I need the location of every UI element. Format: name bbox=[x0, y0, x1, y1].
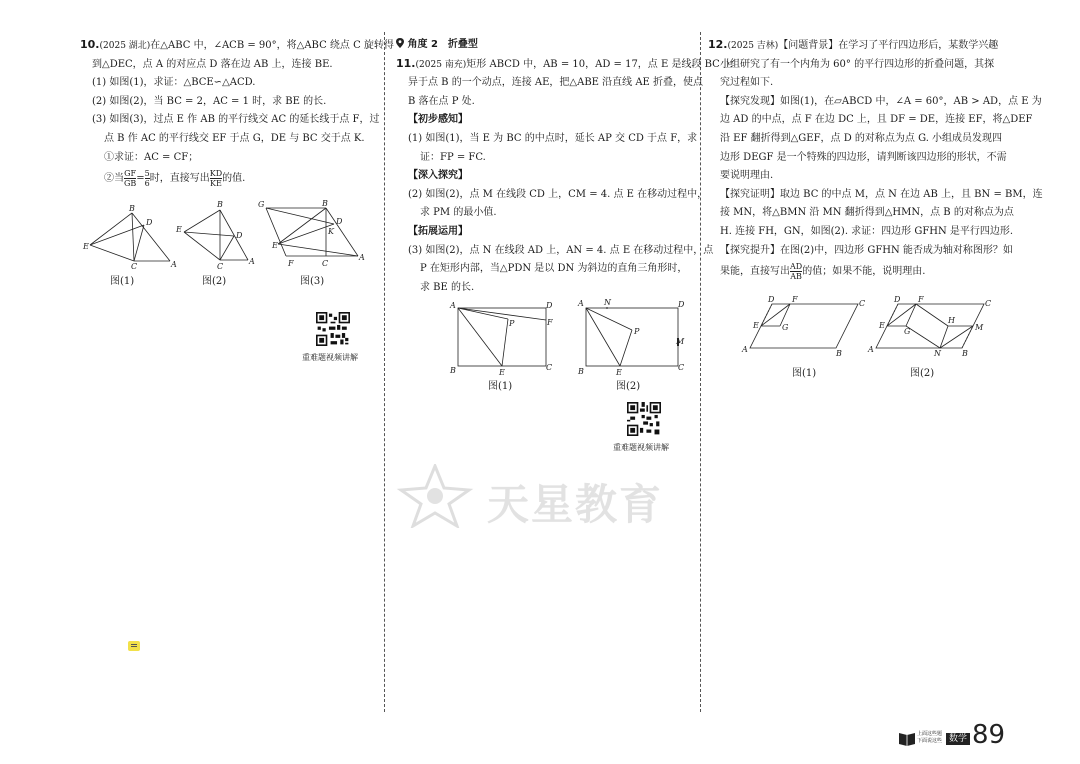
question-11 bbox=[396, 36, 734, 297]
label-H: H bbox=[948, 316, 955, 325]
q12-figure-2 bbox=[866, 296, 994, 358]
label-M: M bbox=[975, 323, 984, 332]
label-B: B bbox=[836, 349, 842, 358]
label-E: E bbox=[272, 241, 278, 250]
q11-step2b: 求 PM 的最小值. bbox=[420, 207, 497, 219]
note-icon[interactable] bbox=[128, 641, 140, 651]
label-D: D bbox=[678, 300, 685, 309]
label-B: B bbox=[129, 204, 135, 213]
label-D: D bbox=[336, 217, 343, 226]
q12-figure-1 bbox=[740, 296, 864, 358]
q12-line10: 接 MN，将△BMN 沿 MN 翻折得到△HMN，点 B 的对称点为点 bbox=[720, 207, 1014, 219]
q11-step3a: (3) 如图(2)，点 N 在线段 AD 上，AN = 4. 点 E 在移动过程中，点 bbox=[408, 244, 714, 256]
label-A: A bbox=[249, 257, 255, 266]
label-P: P bbox=[634, 327, 640, 336]
label-C: C bbox=[678, 363, 685, 372]
location-pin-icon bbox=[396, 37, 404, 47]
q11-qr-label: 重难题视频讲解 bbox=[613, 443, 669, 452]
label-D: D bbox=[894, 295, 901, 304]
q11-header: 11.(2025 南充)矩形 ABCD 中，AB = 10，AD = 17，点 E 是线段 BC 上 bbox=[396, 56, 734, 70]
fraction: $\frac{KD}{KE}$ bbox=[209, 169, 223, 189]
question-12 bbox=[708, 36, 1043, 282]
page-number: 89 bbox=[972, 720, 1006, 750]
brand-line1: 上面这些题 bbox=[917, 731, 943, 737]
q11-tag-deep: 【深入探究】 bbox=[408, 170, 468, 182]
q12-line12: 【探究提升】在图(2)中，四边形 GFHN 能否成为轴对称图形？如 bbox=[720, 244, 1013, 256]
q12-line4: 【探究发现】如图(1)，在▱ABCD 中，∠A = 60°，AB > AD，点 E 为 bbox=[720, 95, 1042, 107]
q11-step3c: 求 BE 的长. bbox=[420, 281, 475, 293]
label-F: F bbox=[288, 259, 294, 268]
qr-code-icon[interactable] bbox=[627, 402, 661, 436]
q11-figure-1 bbox=[450, 300, 554, 376]
label-C: C bbox=[322, 259, 329, 268]
q11-figure-1-caption: 图(1) bbox=[488, 381, 513, 392]
label-B: B bbox=[322, 199, 328, 208]
label-N: N bbox=[604, 298, 611, 307]
watermark bbox=[395, 462, 695, 532]
q11-figure-2 bbox=[578, 298, 688, 376]
fraction: $\frac{AD}{AB}$ bbox=[790, 262, 803, 282]
watermark-text: 天星教育 bbox=[487, 480, 664, 529]
label-N: N bbox=[934, 349, 941, 358]
label-E: E bbox=[616, 368, 622, 377]
label-E: E bbox=[879, 321, 885, 330]
q12-line6: 沿 EF 翻折得到△GEF，点 D 的对称点为点 G. 小组成员发现四 bbox=[720, 132, 1003, 144]
label-D: D bbox=[236, 231, 243, 240]
q12-line7: 边形 DEGF 是一个特殊的四边形，请判断该四边形的形状，不需 bbox=[720, 151, 1007, 163]
q10-part1: (1) 如图(1)，求证：△BCE∽△ACD. bbox=[92, 77, 256, 89]
label-E: E bbox=[83, 242, 89, 251]
book-logo-icon bbox=[898, 730, 916, 746]
label-G: G bbox=[904, 327, 911, 336]
label-A: A bbox=[450, 301, 456, 310]
q11-line3: B 落在点 P 处. bbox=[408, 95, 475, 107]
q12-figure-2-caption: 图(2) bbox=[910, 368, 935, 379]
q11-figure-2-caption: 图(2) bbox=[616, 381, 641, 392]
q10-part2: (2) 如图(2)，当 BC = 2，AC = 1 时，求 BE 的长. bbox=[92, 95, 327, 107]
label-C: C bbox=[546, 363, 553, 372]
q10-part3c: ①求证：AC = CF； bbox=[104, 151, 199, 163]
q12-figure-1-caption: 图(1) bbox=[792, 368, 817, 379]
q11-tag-initial: 【初步感知】 bbox=[408, 114, 468, 126]
label-C: C bbox=[985, 299, 992, 308]
q11-step3b: P 在矩形内部，当△PDN 是以 DN 为斜边的直角三角形时， bbox=[420, 263, 688, 275]
q10-figure-2-caption: 图(2) bbox=[202, 276, 227, 287]
q10-qr-label: 重难题视频讲解 bbox=[302, 353, 358, 362]
q10-line2: 到△DEC，点 A 的对应点 D 落在边 AB 上，连接 BE. bbox=[92, 58, 333, 70]
label-B: B bbox=[450, 366, 456, 375]
q10-figure-3 bbox=[258, 200, 368, 268]
brand-line2: 下面说这些 bbox=[917, 738, 943, 744]
q11-line2: 异于点 B 的一个动点，连接 AE，把△ABE 沿直线 AE 折叠，使点 bbox=[408, 77, 704, 89]
label-B: B bbox=[578, 367, 584, 376]
label-A: A bbox=[578, 299, 584, 308]
q11-step1a: (1) 如图(1)，当 E 为 BC 的中点时，延长 AP 交 CD 于点 F，求 bbox=[408, 132, 698, 144]
label-G: G bbox=[782, 323, 789, 332]
label-M: M bbox=[676, 337, 685, 346]
fraction: $\frac{5}{6}$ bbox=[144, 169, 150, 189]
q12-line11: H. 连接 FH，GN，如图(2). 求证：四边形 GFHN 是平行四边形. bbox=[720, 225, 1014, 237]
label-G: G bbox=[258, 200, 265, 209]
fraction: $\frac{GF}{GB}$ bbox=[124, 169, 137, 189]
label-K: K bbox=[328, 227, 334, 236]
label-E: E bbox=[499, 368, 505, 377]
label-P: P bbox=[509, 319, 515, 328]
q10-part3a: (3) 如图(3)，过点 E 作 AB 的平行线交 AC 的延长线于点 F，过 bbox=[92, 114, 380, 126]
label-E: E bbox=[753, 321, 759, 330]
q12-line2: 小组研究了有一个内角为 60° 的平行四边形的折叠问题，其探 bbox=[720, 58, 995, 70]
label-C: C bbox=[217, 262, 224, 271]
q10-header: 10.(2025 湖北)在△ABC 中，∠ACB = 90°，将△ABC 绕点 C 旋转得 bbox=[80, 38, 394, 51]
label-F: F bbox=[547, 318, 553, 327]
q11-step2a: (2) 如图(2)，点 M 在线段 CD 上，CM = 4. 点 E 在移动过程中， bbox=[408, 188, 708, 200]
label-C: C bbox=[859, 299, 866, 308]
label-A: A bbox=[868, 345, 874, 354]
label-D: D bbox=[146, 218, 153, 227]
label-D: D bbox=[768, 295, 775, 304]
label-C: C bbox=[131, 262, 138, 271]
label-D: D bbox=[546, 301, 553, 310]
qr-code-icon[interactable] bbox=[316, 312, 350, 346]
column-divider-left bbox=[384, 32, 385, 712]
q10-figure-1 bbox=[82, 204, 177, 271]
q10-part3b: 点 B 作 AC 的平行线交 EF 于点 G，DE 与 BC 交于点 K. bbox=[104, 132, 365, 144]
q10-part3d: ②当 $\frac{GF}{GB}$ = $\frac{5}{6}$ 时，直接写出 $\frac{KD}{KE}$ 的值. bbox=[104, 169, 246, 189]
label-B: B bbox=[217, 200, 223, 209]
subject-badge: 数学 bbox=[946, 733, 970, 745]
q10-figure-1-caption: 图(1) bbox=[110, 276, 135, 287]
label-F: F bbox=[918, 295, 924, 304]
q12-line8: 要说明理由. bbox=[720, 170, 774, 182]
q12-line5: 边 AD 的中点，点 F 在边 DC 上，且 DF = DE，连接 EF，将△DEF bbox=[720, 114, 1033, 126]
label-F: F bbox=[792, 295, 798, 304]
label-A: A bbox=[171, 260, 177, 269]
q11-tag-extend: 【拓展运用】 bbox=[408, 225, 468, 237]
star-logo-icon bbox=[395, 464, 475, 528]
label-A: A bbox=[359, 253, 365, 262]
angle-heading: 角度 2 折叠型 bbox=[396, 36, 696, 55]
q10-figure-3-caption: 图(3) bbox=[300, 276, 325, 287]
question-10 bbox=[80, 36, 394, 189]
q12-line9: 【探究证明】取边 BC 的中点 M，点 N 在边 AB 上，且 BN = BM，连 bbox=[720, 188, 1043, 200]
q12-header: 12.(2025 吉林)【问题背景】在学习了平行四边形后，某数学兴趣 bbox=[708, 38, 999, 51]
q12-line3: 究过程如下. bbox=[720, 77, 774, 89]
q12-line13: 果能，直接写出 $\frac{AD}{AB}$ 的值；如果不能，说明理由. bbox=[720, 262, 926, 282]
label-E: E bbox=[176, 225, 182, 234]
label-A: A bbox=[742, 345, 748, 354]
label-B: B bbox=[962, 349, 968, 358]
q10-figure-2 bbox=[176, 200, 256, 271]
q11-step1b: 证：FP = FC. bbox=[420, 151, 486, 163]
column-divider-right bbox=[700, 32, 701, 712]
